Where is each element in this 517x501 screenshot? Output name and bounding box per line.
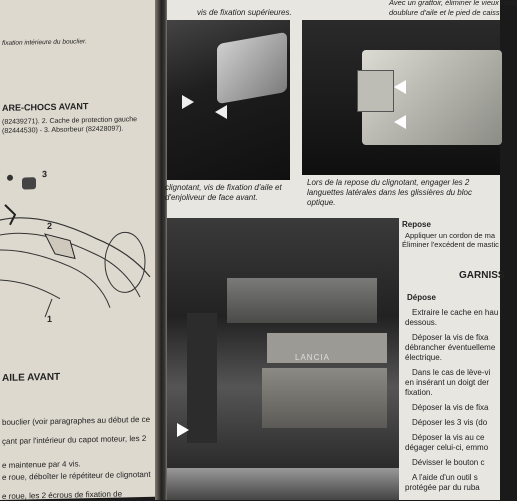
section-title-front-wing: AILE AVANT bbox=[2, 371, 61, 384]
body-line-1: bouclier (voir paragraphes au début de ce bbox=[2, 414, 151, 427]
repose-line-2: Éliminer l'excédent de mastic bbox=[402, 240, 499, 249]
depose-step-7: Dévisser le bouton c bbox=[412, 458, 485, 467]
depose-title: Dépose bbox=[407, 293, 436, 302]
callout-2: 2 bbox=[47, 220, 53, 232]
text-scraper-2: doublure d'aile et le pied de caiss bbox=[389, 8, 500, 17]
engine-cover-badge: LANCIA bbox=[295, 353, 330, 362]
depose-step-6b: dégager celui-ci, emmo bbox=[405, 443, 489, 452]
depose-step-6a: Déposer la vis au ce bbox=[412, 433, 485, 442]
body-line-2: çant par l'intérieur du capot moteur, les 2 bbox=[2, 433, 147, 446]
depose-step-2c: électrique. bbox=[405, 353, 442, 362]
body-line-3: e maintenue par 4 vis. bbox=[2, 459, 81, 470]
depose-step-2b: débrancher éventuelleme bbox=[405, 343, 496, 352]
caption-indicator-screws: clignotant, vis de fixation d'aile et d'enjoliveur de face avant. bbox=[165, 183, 282, 202]
body-line-4: e roue, déboîter le répétiteur de clignotant bbox=[2, 469, 151, 482]
right-page bbox=[165, 0, 517, 500]
depose-step-2a: Déposer la vis de fixa bbox=[412, 333, 489, 342]
depose-step-3a: Dans le cas de lève-vi bbox=[412, 368, 491, 377]
caption-refit-indicator: Lors de la repose du clignotant, engager les 2 languettes latérales dans les glissières du bloc optique. bbox=[307, 178, 472, 207]
callout-3: 3 bbox=[42, 169, 48, 180]
photo-indicator-tabs bbox=[302, 20, 500, 175]
caption-bumper-fixation: fixation intérieure du bouclier. bbox=[2, 38, 87, 47]
bumper-exploded-diagram bbox=[0, 147, 160, 320]
depose-step-5: Déposer les 3 vis (do bbox=[412, 418, 488, 427]
section-title-bumper: ARE-CHOCS AVANT bbox=[2, 101, 89, 113]
depose-step-1b: dessous. bbox=[405, 318, 438, 327]
depose-step-8a: A l'aide d'un outil s bbox=[412, 473, 478, 482]
text-scraper-1: Avec un grattoir, éliminer le vieux mast bbox=[389, 0, 517, 7]
garnish-title: GARNISS bbox=[459, 270, 505, 281]
depose-step-4: Déposer la vis de fixa bbox=[412, 403, 489, 412]
callout-1: 1 bbox=[47, 313, 53, 325]
depose-step-8b: protégée par du ruba bbox=[405, 483, 480, 492]
depose-step-3c: fixation. bbox=[405, 388, 433, 397]
left-page bbox=[0, 0, 160, 500]
repose-title: Repose bbox=[402, 220, 431, 229]
caption-top-screws: vis de fixation supérieures. bbox=[197, 8, 292, 17]
photo-engine-bay bbox=[167, 218, 399, 500]
depose-step-3b: en insérant un doigt der bbox=[405, 378, 490, 387]
body-line-5: e roue, les 2 écrous de fixation de bbox=[2, 489, 123, 501]
photo-headlight-screws bbox=[167, 20, 290, 180]
parts-line-2: (82444530) - 3. Absorbeur (82428097). bbox=[2, 125, 124, 135]
parts-line-1: (82439271). 2. Cache de protection gauche bbox=[2, 116, 138, 126]
repose-bullet-1: Appliquer un cordon de ma bbox=[405, 231, 496, 240]
depose-step-1a: Extraire le cache en hau bbox=[412, 308, 499, 317]
